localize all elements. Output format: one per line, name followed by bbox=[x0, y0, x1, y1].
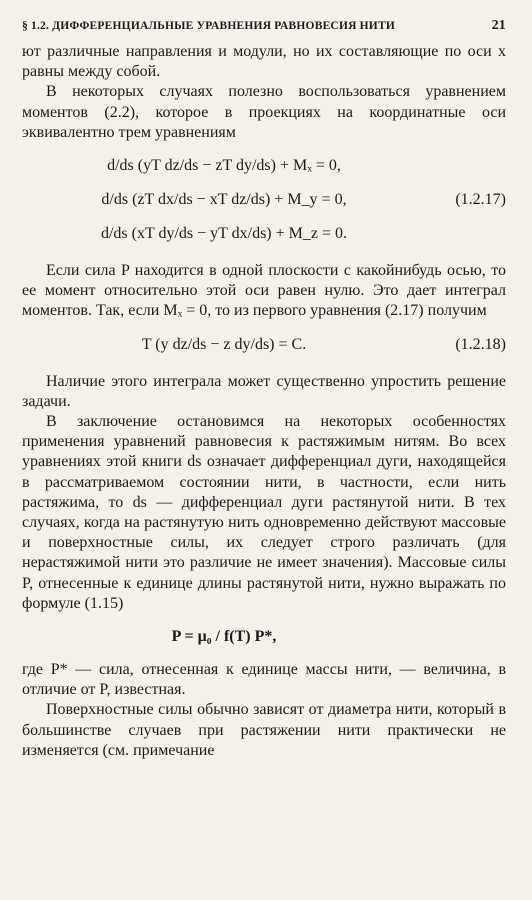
paragraph-5: В заключение остановимся на некоторых особенностях применения уравнений равновесия к растяжимым нитям. Во всех уравнениях этой книги ds означает дифференциал дуги, находящейся в рассматриваемом состоянии нити, в частности, если нить растяжима, то ds — дифференциал дуги растянутой нити. В тех случаях, когда на растянутую нить одновременно действуют массовые и поверхностные силы, их следует строго различать (для нерастяжимой нити это различие не имеет значения). Массовые силы P, отнесенные к единице длины растянутой нити, нужно выражать по формуле (1.15) bbox=[22, 413, 506, 612]
equation-5-text: P = μ₀ / f(T) P*, bbox=[171, 628, 277, 646]
equation-5 bbox=[22, 620, 506, 654]
equation-4 bbox=[22, 328, 506, 362]
equation-number-1217: (1.2.17) bbox=[455, 191, 506, 209]
paragraph-2: В некоторых случаях полезно воспользоваться уравнением моментов (2.2), которое в проекциях на координатные оси эквивалентно трем уравнениям bbox=[22, 83, 506, 141]
equation-number-1218: (1.2.18) bbox=[455, 335, 506, 353]
paragraph-4: Наличие этого интеграла может существенно упростить решение задачи. bbox=[22, 372, 506, 410]
equation-1 bbox=[22, 149, 506, 183]
equation-3-text: d/ds (xT dy/ds − yT dx/ds) + M_z = 0. bbox=[100, 225, 348, 243]
paragraph-7: Поверхностные силы обычно зависят от диаметра нити, который в большинстве случаев при растяжении нити практически не изменяется (см. примечание bbox=[22, 701, 506, 759]
paragraph-1: ют различные направления и модули, но их составляющие по оси x равны между собой. bbox=[22, 43, 506, 81]
equation-2-text: d/ds (zT dx/ds − xT dz/ds) + M_y = 0, bbox=[101, 191, 347, 209]
equation-3 bbox=[22, 217, 506, 251]
paragraph-6: где P* — сила, отнесенная к единице массы нити, — величина, в отличие от P, известная. bbox=[22, 661, 506, 699]
equation-1-text: d/ds (yT dz/ds − zT dy/ds) + Mₓ = 0, bbox=[107, 157, 341, 175]
page-number: 21 bbox=[491, 18, 506, 33]
equation-2 bbox=[22, 183, 506, 217]
paragraph-3: Если сила P находится в одной плоскости с какойнибудь осью, то ее момент относительно этой оси равен нулю. Это дает интеграл моментов. Так, если Mₓ = 0, то из первого уравнения (2.17) получим bbox=[22, 262, 506, 320]
book-page bbox=[22, 18, 506, 761]
header-title: § 1.2. ДИФФЕРЕНЦИАЛЬНЫЕ УРАВНЕНИЯ РАВНОВЕСИЯ НИТИ bbox=[22, 20, 395, 32]
equation-4-text: T (y dz/ds − z dy/ds) = C. bbox=[141, 335, 307, 353]
running-header bbox=[22, 18, 506, 42]
